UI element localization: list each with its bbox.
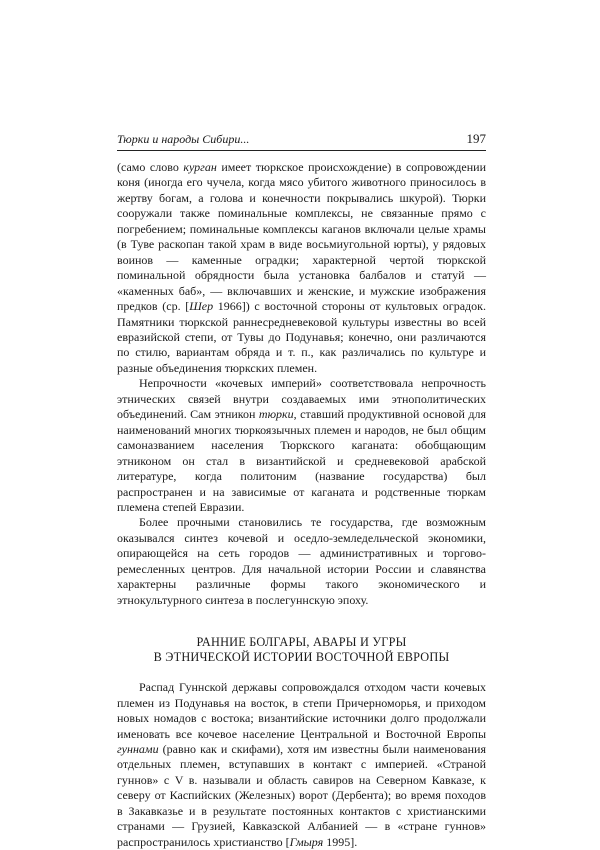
paragraph-1	[117, 160, 486, 376]
paragraph-4	[117, 680, 486, 850]
paragraph-1-text-c: 1966]) с восточной стороны от культовых оградок. Памятники тюркской раннесредневековой культуры известны во всей евразийской степи, от Тувы до Подунавья; конечно, они различаются по стилю, вариантам обряда и т. п., как различались по культуре и разные объединения тюркских племен.	[117, 299, 486, 375]
section-heading-line-2: В ЭТНИЧЕСКОЙ ИСТОРИИ ВОСТОЧНОЙ ЕВРОПЫ	[153, 650, 450, 665]
citation-author-sher: Шер	[189, 299, 214, 314]
term-kurgan: курган	[183, 160, 217, 174]
term-gunny: гуннами	[117, 741, 159, 756]
section-heading-line-1: РАННИЕ БОЛГАРЫ, АВАРЫ И УГРЫ	[196, 635, 407, 650]
paragraph-1-text-a: (само слово	[117, 160, 184, 174]
paragraph-4-text-c: 1995].	[323, 834, 358, 849]
paragraph-2-text-b: , ставший продуктивной основой для наименований многих тюркоязычных племен и народов, не был общим самоназванием населения Тюркского каганата: обобщающим этниконом он стал в византийской и средневековой арабской литературе, когда политоним (название государства) был распространен и на зависимые от каганата и родственные тюркам племена степей Евразии.	[117, 407, 486, 514]
page-number: 197	[466, 131, 486, 146]
body-text	[117, 160, 486, 850]
paragraph-4-text-b: (равно как и скифами), хотя им известны были наименования отдельных племен, вступавших в контакт с империей. «Страной гуннов» с V в. называли и область савиров на Северном Кавказе, к северу от Каспийских (Железных) ворот (Дербента); во время походов в Закавказье и в результате постоянных контактов с христианскими странами — Грузией, Кавказской Албанией — в «стране гуннов» распространилось христианство [	[117, 741, 486, 849]
section-heading	[117, 635, 486, 665]
term-tyurki: тюрки	[258, 407, 294, 422]
paragraph-1-text-b: имеет тюркское происхождение) в сопровождении коня (иногда его чучела, когда мясо убитого животного приносилось в жертву богам, а голова и конечности покрывались шкурой). Тюрки сооружали также поминальные комплексы, не связанные прямо с погребением; поминальные комплексы каганов включали целые храмы (в Туве раскопан такой храм в виде восьмиугольной юрты), у рядовых воинов — каменные оградки; характерной чертой тюркской поминальной обрядности была установка балбалов и статуй — «каменных баб», — включавших и женские, и мужские изображения предков (ср. [	[117, 160, 486, 314]
running-header	[117, 128, 486, 151]
running-title: Тюрки и народы Сибири...	[117, 132, 250, 146]
paragraph-2	[117, 376, 486, 515]
paragraph-4-text-a: Распад Гуннской державы сопровождался отходом части кочевых племен из Подунавья на восток, в степи Причерноморья, и приходом новых номадов с востока; византийские источники долго продолжали именовать все кочевое население Центральной и Восточной Европы	[117, 680, 486, 741]
citation-author-gmyrya: Гмыря	[289, 834, 324, 849]
paragraph-2-text-a: Непрочности «кочевых империй» соответствовала непрочность этнических связей внутри создаваемых ими этнополитических объединений. Сам этникон	[117, 376, 486, 422]
paragraph-3: Более прочными становились те государства, где возможным оказывался синтез кочевой и оседло-земледельческой экономики, опирающейся на сеть городов — административных и торгово-ремесленных центров. Для начальной истории России и славянства характерны различные формы такого экономического и этнокультурного синтеза в послегуннскую эпоху.	[117, 515, 486, 607]
